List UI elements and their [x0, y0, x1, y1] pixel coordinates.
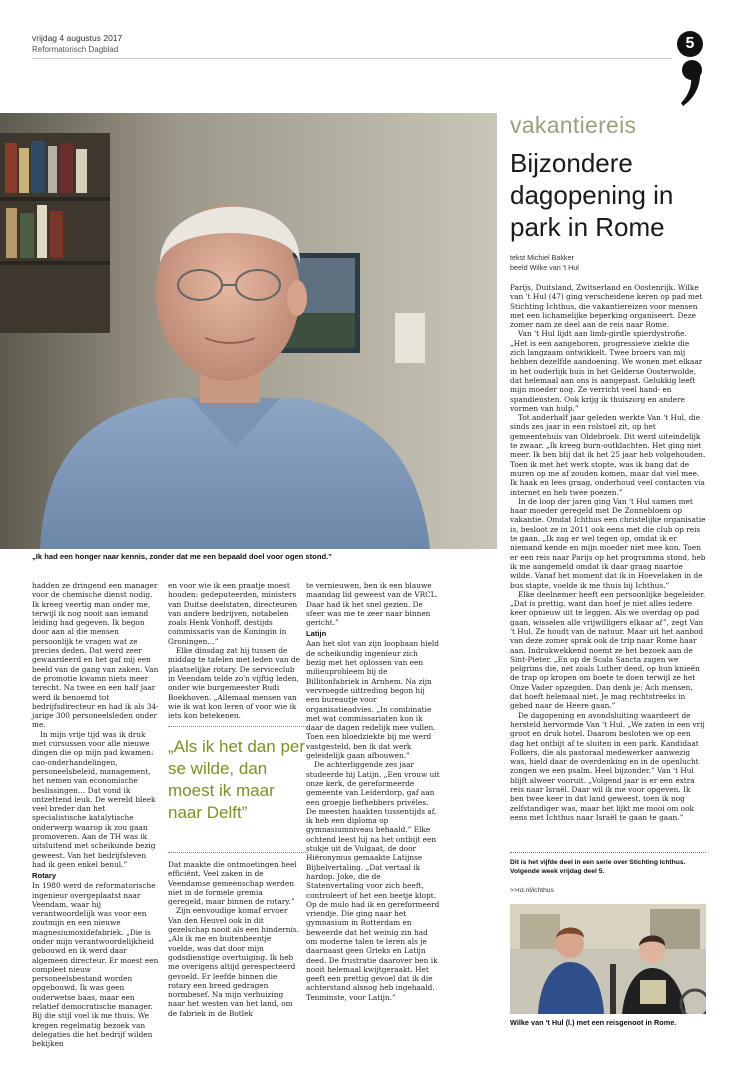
- paragraph: Zijn eenvoudige komaf ervoer Van den Heuvel ook in dit gezelschap nooit als een hindernis. „Als ik me en buitenbeentje voelde, was dat door mijn godsdienstige overtuiging. Ik heb me overigens altijd gerespecteerd gevoeld. Er leefde binnen die rotary een breed gedragen normbesef. Na mijn verhuizing naar het westen van het land, om de fabriek in de Botlek: [168, 906, 299, 1018]
- article-headline: Bijzondere dagopening in park in Rome: [510, 148, 674, 242]
- paragraph: In de loop der jaren ging Van 't Hul samen met haar moeder geregeld met De Zonnebloem op vakantie. Omdat Ichthus een christelijke organisatie is, besloot ze in 2011 ook eens met die club op reis te gaan. „Ik zag er wel tegen op, omdat ik er niemand kende en mijn moeder niet mee kon. Toen er een reis naar Parijs op het programma stond, heb ik me aangemeld omdat ik daar graag naartoe wilde. Vanaf het moment dat ik in Hoevelaken in de bus stapte, voelde ik me thuis bij Ichthus.”: [510, 496, 706, 590]
- byline: [510, 253, 579, 273]
- web-link[interactable]: >>rd.nl/ichthus: [510, 887, 554, 894]
- paragraph: In 1980 werd de reformatorische ingenieur overgeplaatst naar Veendam, waar hij verantwoordelijk was voor een zoutmijn en een nieuwe magnesiumoxidefabriek. „Die is onder mijn verantwoordelijkheid gebouwd en ik werd daar algemeen directeur. Er moest een compleet nieuw personeelsbestand worden opgebouwd. Ik was geen ouderwetse baas, maar een relatief democratische manager. Bij die stijl voel ik me thuis. We kregen regelmatig bezoek van delegaties die het bedrijf wilden bekijken: [32, 881, 159, 1049]
- subheading-rotary: Rotary: [32, 871, 57, 881]
- quote-rule-top: [168, 726, 308, 727]
- photo-caption: „Ik had een honger naar kennis, zonder dat me een bepaald doel voor ogen stond.”: [32, 552, 333, 561]
- column-1: [32, 581, 160, 1049]
- paragraph: De achterliggende zes jaar studeerde hij Latijn. „Een vrouw uit onze kerk, de gereformeerde gemeente van Leiderdorp, gaf aan een groepje liefhebbers privéles. De meesten haakten tussentijds af, ik heb een diploma op gymnasiumniveau behaald.” Elke ochtend leest hij na het ontbijt een stukje uit de Vulgaat, de door Hiëronymus gemaakte Latijnse Bijbelvertaling. „Dat vertaal ik hardop. Joke, die de Statenvertaling voor zich heeft, controleert of het een beetje klopt. Op de mulo had ik en gereformeerd vriendje. Die ging naar het gymnasium in Rotterdam en beweerde dat het weinig zin had om moderne talen te leren als je daarnaast geen Grieks en Latijn deed. De frustratie daarover ben ik nooit helemaal kwijtgeraakt. Het geeft een prettig gevoel dat ik die achterstand alsnog heb ingehaald. Tenminste, voor Latijn.”: [306, 760, 440, 1002]
- paragraph: Aan het slot van zijn loopbaan hield de scheikundig ingenieur zich bezig met het oplossen van een milieuprobleem bij de Billitonfabriek in Arnhem. Na zijn vervroegde uittreding begon hij een bureautje voor organisatieadvies. „In combinatie met wat commissariaten kon ik daar de dagen redelijk mee vullen. Toen een bloedziekte bij me werd vastgesteld, ben ik dat werk geleidelijk gaan afbouwen.”: [306, 639, 439, 761]
- paragraph: Van 't Hul lijdt aan limb-girdle spierdystrofie. „Het is een aangeboren, progressieve ziekte die zich langzaam ontwikkelt. Twee broers van mij hebben dezelfde aandoening. We wonen met elkaar in het ouderlijk huis in het Gelderse Oosterwolde, dat helemaal aan ons is aangepast. Gelukkig leeft mijn moeder nog. Ze verricht veel hand- en spandiensten. Ook krijg ik thuiszorg en andere vormen van hulp.”: [510, 329, 703, 413]
- paragraph: te vernieuwen, ben ik een blauwe maandag lid geweest van de VRCL. Daar had ik het snel gezien. De sfeer was me te zeer naar binnen gericht.”: [306, 581, 439, 628]
- paragraph: Dat maakte die ontmoetingen heel efficiënt. Veel zaken in de Veendamse gemeenschap werden niet in de formele gremia geregeld, maar binnen de rotary.”: [168, 860, 297, 907]
- travel-photo-caption: Wilke van 't Hul (l.) met een reisgenoot in Rome.: [510, 1018, 677, 1027]
- paragraph: Parijs, Duitsland, Zwitserland en Oostenrijk. Wilke van 't Hul (47) ging verscheidene keren op pad met Stichting Ichthus, die vakantiereizen voor mensen met een lichamelijke beperking organiseert. Deze zomer nam ze deel aan de reis naar Rome.: [510, 283, 703, 330]
- column-2-bottom: [168, 860, 300, 1018]
- paragraph: Tot anderhalf jaar geleden werkte Van 't Hul, die sinds zes jaar in een rolstoel zit, op het gemeentehuis van Oldebroek. Dit werd uiteindelijk te zwaar. „Ik kreeg burn-outklachten. Het ging niet meer. Ik ben blij dat ik het 25 jaar heb volgehouden. Toen ik met het werk stopte, was ik bang dat de muren op me af zouden komen, maar dat viel mee. Ik haak en lees graag, onderhoud veel contacten via internet en heb twee poezen.”: [510, 413, 706, 497]
- paragraph: hadden ze dringend een manager voor de chemische dienst nodig. Ik kreeg veertig man onder me, terwijl ik nog nooit aan iemand leiding had gegeven. Ik begon door aan al die mensen persoonlijk te vragen wat ze precies deden. Dat werd zeer gewaardeerd en het gaf mij een beeld van de gang van zaken. Van de promotie kwamn niets meer terecht. Na twee en een half jaar werd ik benoemd tot bedrijfsdirecteur en had ik als 34-jarige 300 personeelsleden onder me.: [32, 581, 159, 730]
- column-3: [306, 581, 440, 1002]
- header-divider: [32, 58, 672, 59]
- byline-text: tekst Michiel Bakker: [510, 253, 574, 262]
- paragraph: Elke dinsdag zat hij tussen de middag te tafelen met leden van de plaatselijke rotary. De serviceclub in Veendam telde zo'n vijftig leden, onder wie burgemeester Rudi Boekhoven. „Allemaal mensen van wie ik wat kon leren of voor wie ik iets kon betekenen.: [168, 646, 300, 721]
- paragraph: De dagopening en avondsluiting waardeert de hersteld hervormde Van 't Hul. „We zaten in een vrij groot en druk hotel. Daarom besloten we op een dag het ontbijt af te sluiten in een park. Kandidaat Folkers, die als pastoraal medewerker aanwezig was, hield daar de overdenking en in de openlucht zongen we een psalm. Heel bijzonder.” Van 't Hul blijft alweer vooruit. „Volgend jaar is er een extra reis naar Israël. Daar wil ik me voor opgeven. Ik ben twee keer in dat land geweest, toen ik nog zelfstandiger was, maar het lijkt me mooi om ook eens met Ichthus naar Israël te gaan te gaan.”: [510, 710, 705, 822]
- series-note-rule: [510, 852, 706, 853]
- pull-quote: „Als ik het dan per se wilde, dan moest ik maar naar Delft”: [168, 737, 306, 822]
- quote-rule-bottom: [168, 852, 308, 853]
- right-column-body: [510, 283, 706, 822]
- page-number-badge: 5: [677, 31, 703, 57]
- paragraph: en voor wie ik een praatje moest houden: gedeputeerden, ministers van Duitse deelstaten, directeuren van andere bedrijven, notabelen zoals Henk Vonhoff, destijds commissaris van de Koningin in Groningen…”: [168, 581, 298, 646]
- travel-photo: [510, 904, 706, 1014]
- byline-photo: beeld Wilke van 't Hul: [510, 263, 579, 272]
- comma-logo-icon: [680, 58, 704, 108]
- paragraph: In mijn vrije tijd was ik druk met cursussen voor alle nieuwe dingen die op mijn pad kwamen: cao-onderhandelingen, personeelsbeleid, management, het nemen van economische beslissingen… Dat vond ik ontzettend leuk. De wereld bleek veel breder dan het specialistische katalytische onderwerp waarop ik zou gaan promoveren. Aan de TH was ik uitsluitend met scheikunde bezig geweest. Van het bedrijfsleven had ik geen enkel benul.”: [32, 729, 156, 869]
- section-kicker: vakantiereis: [510, 112, 637, 138]
- edition-date: vrijdag 4 augustus 2017: [32, 33, 123, 43]
- paragraph: Elke deelnemer heeft een persoonlijke begeleider. „Dat is prettig, want dan hoef je niet alles iedere keer opnieuw uit te leggen. Als we overdag op pad gaan, wisselen alle vrijwilligers elkaar af”, zegt Van 't Hul. Ze houdt van de natuur. Maar uit het aanbod van deze zomer sprak ook de trip naar Rome haar aan. Indrukwekkend noemt ze het bezoek aan de Sint-Pieter. „En op de Scala Sancta zagen we pelgrims die, net zoals Luther deed, op hun knieën de trap op kropen om boete te doen terwijl ze het Onze Vader opzegden. Dan denk je: Ach mensen, dat hoeft helemaal niet. Je mag rechtstreeks in gebed naar de Heere gaan.”: [510, 589, 706, 711]
- portrait-photo: [0, 113, 497, 549]
- series-note: Dit is het vijfde deel in een serie over Stichting Ichthus. Volgende week vrijdag deel 5.: [510, 859, 686, 875]
- column-2-top: [168, 581, 300, 720]
- subheading-latijn: Latijn: [306, 629, 327, 639]
- newspaper-name: Reformatorisch Dagblad: [32, 45, 119, 54]
